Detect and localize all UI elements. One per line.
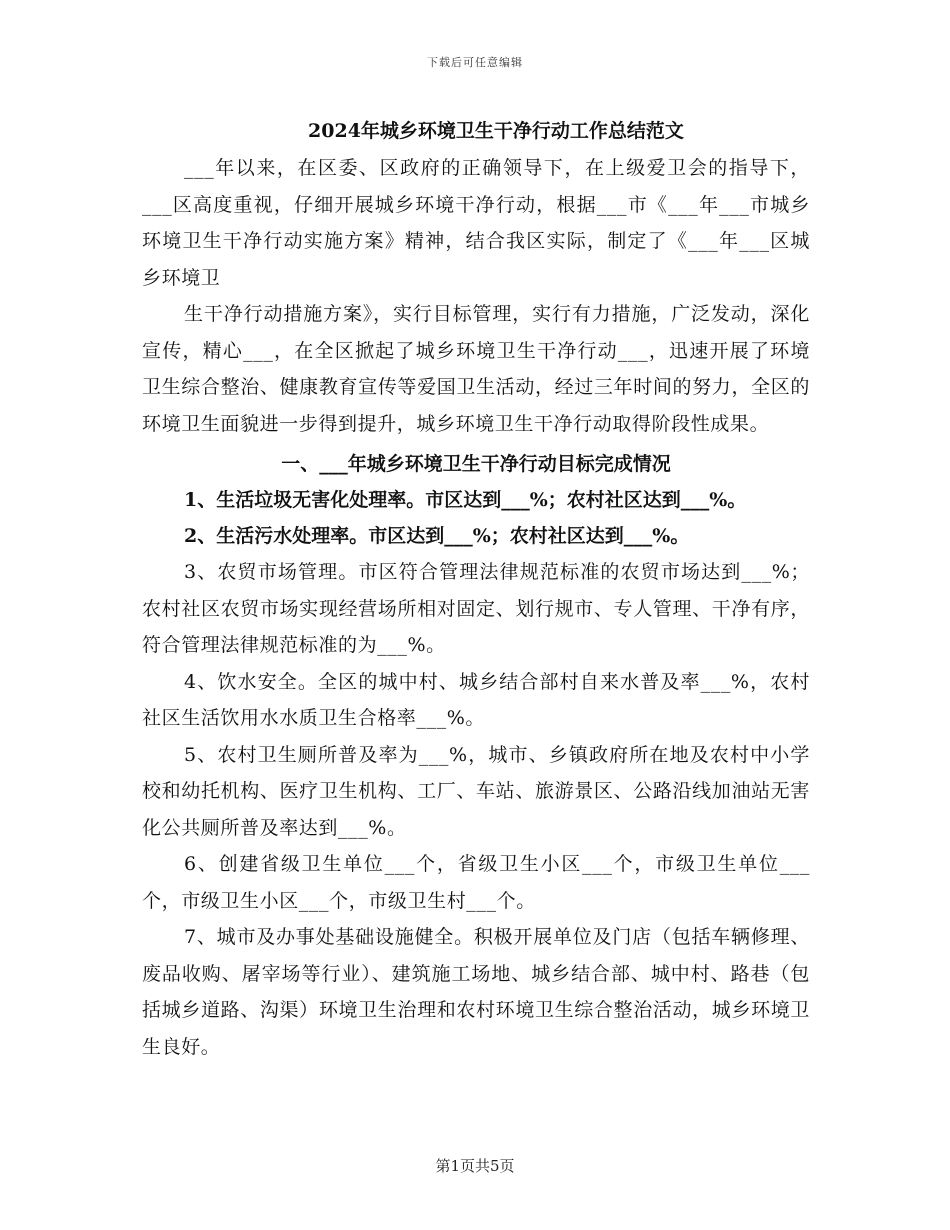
bold-list-item: 1、生活垃圾无害化处理率。市区达到___%；农村社区达到___%。 [184,489,747,511]
section-heading: 一、___年城乡环境卫生干净行动目标完成情况 [281,453,671,475]
page-number: 第1页共5页 [435,1157,515,1175]
document-title: 2024年城乡环境卫生干净行动工作总结范文 [308,120,684,142]
list-item: 3、农贸市场管理。市区符合管理法律规范标准的农贸市场达到___%；农村社区农贸市场实现经营场所相对固定、划行规市、专人管理、干净有序，符合管理法律规范标准的为___%。 [142,561,810,656]
list-item: 4、饮水安全。全区的城中村、城乡结合部村自来水普及率___%，农村社区生活饮用水水质卫生合格率___%。 [142,670,810,729]
list-item: 7、城市及办事处基础设施健全。积极开展单位及门店（包括车辆修理、废品收购、屠宰场等行业）、建筑施工场地、城乡结合部、城中村、路巷（包括城乡道路、沟渠）环境卫生治理和农村环境卫生综合整治活动，城乡环境卫生良好。 [142,926,810,1058]
intro-paragraph: ___年以来，在区委、区政府的正确领导下，在上级爱卫会的指导下，___区高度重视，仔细开展城乡环境干净行动，根据___市《___年___市城乡环境卫生干净行动实施方案》精神，结合我区实际，制定了《___年___区城乡环境卫 [142,157,810,289]
document-body [142,112,810,1065]
intro-paragraph: 生干净行动措施方案》，实行目标管理，实行有力措施，广泛发动，深化宣传，精心___，在全区掀起了城乡环境卫生干净行动___，迅速开展了环境卫生综合整治、健康教育宣传等爱国卫生活动，经过三年时间的努力，全区的环境卫生面貌进一步得到提升，城乡环境卫生干净行动取得阶段性成果。 [142,303,810,435]
list-item: 5、农村卫生厕所普及率为___%，城市、乡镇政府所在地及农村中小学校和幼托机构、医疗卫生机构、工厂、车站、旅游景区、公路沿线加油站无害化公共厕所普及率达到___%。 [142,743,810,839]
bold-list-item: 2、生活污水处理率。市区达到___%；农村社区达到___%。 [184,525,690,547]
page-header-note: 下载后可任意编辑 [427,56,523,69]
list-item: 6、创建省级卫生单位___个，省级卫生小区___个，市级卫生单位___个，市级卫生小区___个，市级卫生村___个。 [142,853,810,912]
